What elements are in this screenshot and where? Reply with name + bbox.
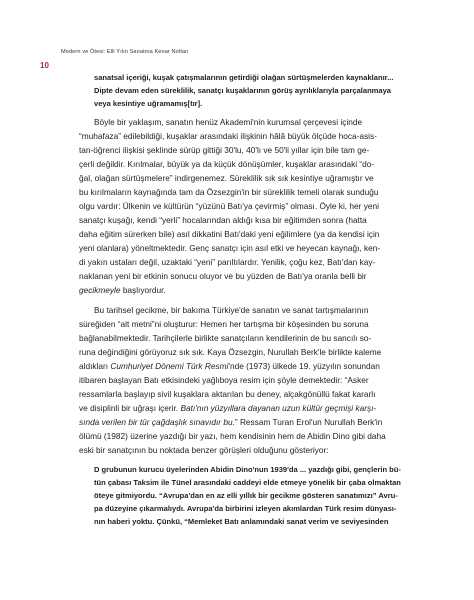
body-line: di yakın ustaları değil, uzaktaki “yeni” parıltılardır. Yenilik, çoğu kez, Batı'dan kay- [79, 257, 376, 267]
body-line [79, 362, 380, 370]
body-line: ressamlarla başlayıp sivil kuşaklara aktarılan bu deney, alçakgönüllü fakat kararlı [79, 389, 376, 399]
body-line [79, 286, 166, 294]
body-line [79, 404, 376, 412]
italic-quote: Batı'nın yüzyıllara dayanan uzun kültür geçmişi karşı- [180, 403, 377, 413]
quote-bottom-line: nın haberi yoktu. Çünkü, “Memleket Batı anlamındaki sanat verim ve seviyesinden [94, 517, 389, 526]
body-line: yeni olanlara) yöneltmektedir. Genç sanatçı için asıl etki ve heyecan kaynağı, ken- [79, 243, 381, 253]
italic-term: gecikmeyle [79, 285, 121, 295]
body-line: “muhafaza” edilebildiği, kuşaklar arasındaki ilişkinin hâlâ büyük ölçüde hoca-asis- [79, 131, 377, 141]
body-line: naklanan yeni bir etkinin sonucu oluyor ve bu yüzden de Batı'ya oranla belli bir [79, 271, 367, 281]
body-line: runa değindiğini görüyoruz sık sık. Kaya Özsezgin, Nurullah Berk'le birlikte kaleme [79, 347, 382, 357]
body-line: bağlanabilmektedir. Tarihçilerle birlikte sanatçıların kendilerinin de bu sancılı so- [79, 333, 372, 343]
body-line: bu kırılmaların kaynağında tam da Özsezgin'in bir süreklilik temeli olarak sunduğu [79, 187, 379, 197]
body-line: süreğiden “alt metni”ni oluşturur: Hemen her tartışma bir köşesinden bu soruna [79, 319, 369, 329]
body-line: daha eğitim sürerken bile) asıl dikkatini Batı'daki yeni eğilimlere (ya da kendisi için [79, 229, 380, 239]
body-text: 'nde (1973) ülkede 19. yüzyılın sonundan [228, 361, 380, 371]
body-line: ölümü (1982) üzerine yazdığı bir yazı, hem kendisinin hem de Abidin Dino gibi daha [79, 431, 386, 441]
body-text: ” Ressam Turan Erol'un Nurullah Berk'in [234, 417, 383, 427]
running-head: Modern ve Ötesi: Elli Yılın Sanatına Kenar Notları [61, 49, 189, 55]
body-line: itibaren başlayan Batı etkisindeki yağlıboya resim için şöyle demektedir: “Asker [79, 375, 369, 385]
body-text: aldıkları [79, 361, 111, 371]
body-line: çerli değildir. Kırılmalar, büyük ya da küçük dönüşümler, kuşaklar arasındaki “do- [79, 159, 375, 169]
italic-quote: sında verilen bir tür çağdaşlık sınavıdır bu. [79, 417, 235, 427]
page-number: 10 [40, 61, 49, 70]
body-text: ve disiplinli bir uğraşı içerir. [79, 403, 181, 413]
quote-top-line: veya kesintiye uğramamış[tır]. [94, 99, 203, 108]
book-title: Cumhuriyet Dönemi Türk Resmi [110, 361, 229, 371]
body-line: olgu vardır: Ülkenin ve kültürün “yüzünü Batı'ya çevirmiş” olması. Öyle ki, her yeni [79, 201, 379, 211]
body-line: eski bir sanatçının bu noktada benzer görüşleri olduğunu gösteriyor: [79, 445, 329, 455]
body-line: Bu tarihsel gecikme, bir bakıma Türkiye'de sanatın ve sanat tartışmalarının [94, 305, 369, 315]
quote-bottom-line: D grubunun kurucu üyelerinden Abidin Dino'nun 1939'da ... yazdığı gibi, gençlerin bü- [94, 465, 401, 474]
quote-bottom-line: öteye gitmiyordu. “Avrupa'dan en az elli yıllık bir gecikme gösteren sanatımızı” Avru- [94, 491, 398, 500]
body-line: sanatçı kuşağı, kendi “yerli” hocalarından aldığı kısa bir eğitimden sonra (hatta [79, 215, 367, 225]
body-line: tan-öğrenci ilişkisi şeklinde sürüp gittiği 30'lu, 40'lı ve 50'li yıllar için bile tam ge- [79, 145, 370, 155]
body-line [79, 418, 382, 426]
quote-bottom-line: tün çabası Taksim ile Tünel arasındaki caddeyi elde etmeye yönelik bir çaba olmaktan [94, 478, 401, 487]
quote-bottom-line: pa düzeyine çıkarmalıydı. Avrupa'da birbirini izleyen akımlardan Türk resim dünyası- [94, 504, 397, 513]
body-line: Böyle bir yaklaşım, sanatın henüz Akademi'nin kurumsal çerçevesi içinde [94, 117, 363, 127]
body-text: başlıyordur. [120, 285, 166, 295]
body-line: ğal, olağan sürtüşmelere” indirgenemez. Süreklilik sık sık kesintiye uğramıştır ve [79, 173, 374, 183]
quote-top-line: sanatsal içeriği, kuşak çatışmalarının getirdiği olağan sürtüşmelerden kaynaklanır... [94, 73, 394, 82]
quote-top-line: Dipte devam eden süreklilik, sanatçı kuşaklarının görüş ayrılıklarıyla parçalanmaya [94, 86, 391, 95]
